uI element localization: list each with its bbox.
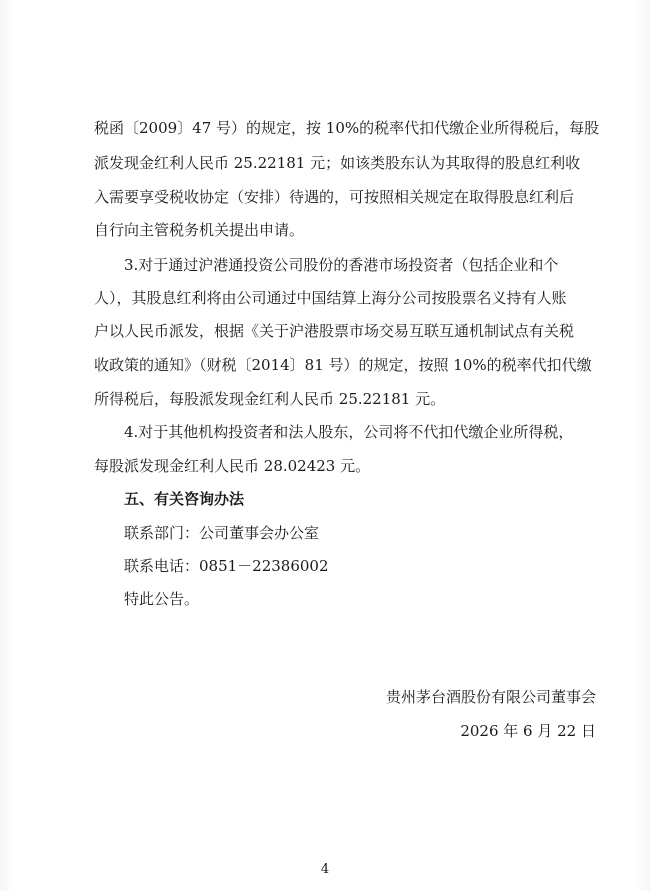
paragraph-2-line-4: 收政策的通知》（财税〔2014〕81 号）的规定，按照 10%的税率代扣代缴 [94,356,592,374]
signature-date: 2026 年 6 月 22 日 [460,722,596,740]
paragraph-1-line-3: 入需要享受税收协定（安排）待遇的，可按照相关规定在取得股息红利后 [94,188,575,206]
paragraph-3-line-2: 每股派发现金红利人民币 28.02423 元。 [94,457,371,475]
signature-company: 贵州茅台酒股份有限公司董事会 [385,688,596,706]
paragraph-1-line-2: 派发现金红利人民币 25.22181 元；如该类股东认为其取得的股息红利收 [94,154,581,172]
page-number: 4 [320,862,330,877]
paragraph-2-line-1: 3.对于通过沪港通投资公司股份的香港市场投资者（包括企业和个 [124,256,559,274]
contact-phone: 联系电话：0851－22386002 [124,557,329,575]
closing-statement: 特此公告。 [124,590,200,608]
paragraph-2-line-3: 户以人民币派发，根据《关于沪港股票市场交易互联互通机制试点有关税 [94,322,575,340]
contact-department: 联系部门：公司董事会办公室 [124,524,320,542]
paragraph-3-line-1: 4.对于其他机构投资者和法人股东，公司将不代扣代缴企业所得税， [124,423,574,441]
paragraph-1-line-1: 税函〔2009〕47 号）的规定，按 10%的税率代扣代缴企业所得税后，每股 [94,119,600,137]
paragraph-1-line-4: 自行向主管税务机关提出申请。 [94,221,305,239]
section-heading: 五、有关咨询办法 [124,490,245,508]
paragraph-2-line-5: 所得税后，每股派发现金红利人民币 25.22181 元。 [94,390,446,408]
paragraph-2-line-2: 人），其股息红利将由公司通过中国结算上海分公司按股票名义持有人账 [94,289,567,307]
